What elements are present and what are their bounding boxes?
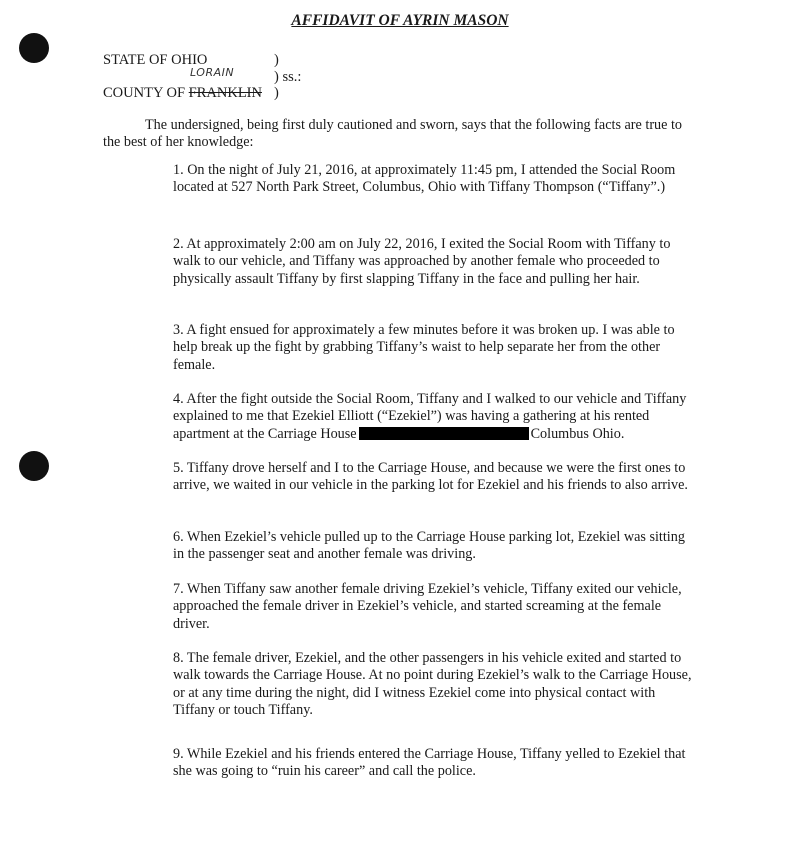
paragraph-3: 3. A fight ensued for approximately a few minutes before it was broken up. I was able to help break up the fight by grabbing Tiffany’s waist to help separate her from the other female. — [173, 322, 675, 373]
caption-county — [103, 85, 262, 102]
paragraph-6: 6. When Ezekiel’s vehicle pulled up to the Carriage House parking lot, Ezekiel was sitting in the passenger seat and another female was driving. — [173, 529, 685, 563]
intro-paragraph: The undersigned, being first duly cautioned and sworn, says that the following facts are true to the best of her knowledge: — [103, 117, 683, 150]
punch-hole-middle — [19, 451, 49, 481]
paragraph-4-text-end: Columbus Ohio. — [530, 425, 625, 442]
punch-hole-top — [19, 33, 49, 63]
paragraph-9: 9. While Ezekiel and his friends entered the Carriage House, Tiffany yelled to Ezekiel that she was going to “ruin his career” and call the police. — [173, 746, 686, 780]
paragraph-8: 8. The female driver, Ezekiel, and the other passengers in his vehicle exited and started to walk towards the Carriage House. At no point during Ezekiel’s walk to the Carriage House, or at any time during the night, did I witness Ezekiel come into physical contact with Tiffany or touch Tiffany. — [173, 650, 692, 719]
redaction-bar — [359, 427, 529, 440]
paragraph-1: 1. On the night of July 21, 2016, at approximately 11:45 pm, I attended the Social Room located at 527 North Park Street, Columbus, Ohio with Tiffany Thompson (“Tiffany”.) — [173, 162, 676, 196]
county-struck-name: FRANKLIN — [188, 85, 262, 101]
paragraph-7: 7. When Tiffany saw another female driving Ezekiel’s vehicle, Tiffany exited our vehicle, approached the female driver in Ezekiel’s vehicle, and started screaming at the female driver. — [173, 581, 682, 632]
document-title: AFFIDAVIT OF AYRIN MASON — [291, 12, 509, 29]
caption-paren-ss: ) ss.: — [274, 69, 302, 85]
caption-paren-3: ) — [274, 85, 279, 101]
paragraph-2: 2. At approximately 2:00 am on July 22, 2016, I exited the Social Room with Tiffany to walk to our vehicle, and Tiffany was approached by another female who proceeded to physically assault Tiffany by first slapping Tiffany in the face and pulling her hair. — [173, 236, 671, 287]
paragraph-4 — [173, 391, 693, 443]
paragraph-5: 5. Tiffany drove herself and I to the Carriage House, and because we were the first ones to arrive, we waited in our vehicle in the parking lot for Ezekiel and his friends to also arrive. — [173, 460, 688, 494]
caption-state: STATE OF OHIO — [103, 52, 208, 68]
paragraph-4-text: 4. After the fight outside the Social Room, Tiffany and I walked to our vehicle and Tiffany explained to me that Ezekiel Elliott (“Ezekiel”) was having a gathering at his rented apartment at the Carriage House — [173, 391, 687, 442]
county-handwritten-correction: LORAIN — [190, 66, 235, 79]
caption-paren-1: ) — [274, 52, 279, 68]
county-prefix: COUNTY OF — [103, 85, 186, 101]
